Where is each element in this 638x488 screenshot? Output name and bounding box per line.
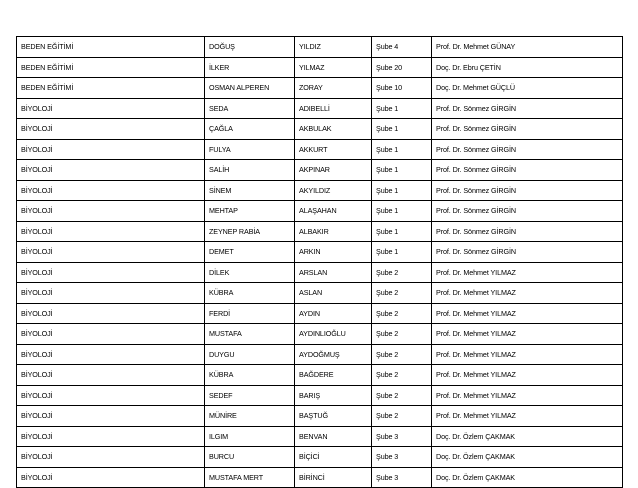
section-cell: Şube 1 xyxy=(372,139,432,160)
last-name-cell: BAŞTUĞ xyxy=(295,406,372,427)
section-cell: Şube 3 xyxy=(372,426,432,447)
table-row xyxy=(17,344,623,365)
section-cell: Şube 1 xyxy=(372,119,432,140)
section-cell: Şube 1 xyxy=(372,242,432,263)
section-cell: Şube 2 xyxy=(372,344,432,365)
section-cell: Şube 2 xyxy=(372,283,432,304)
advisor-cell: Doç. Dr. Özlem ÇAKMAK xyxy=(432,467,623,488)
last-name-cell: BİÇİCİ xyxy=(295,447,372,468)
first-name-cell: ILGIM xyxy=(205,426,295,447)
table-row xyxy=(17,78,623,99)
table-row xyxy=(17,221,623,242)
department-cell: BEDEN EĞİTİMİ xyxy=(17,78,205,99)
first-name-cell: ZEYNEP RABİA xyxy=(205,221,295,242)
student-table-body xyxy=(17,37,623,488)
section-cell: Şube 10 xyxy=(372,78,432,99)
table-row xyxy=(17,303,623,324)
advisor-cell: Prof. Dr. Sönmez GİRGİN xyxy=(432,139,623,160)
first-name-cell: MÜNİRE xyxy=(205,406,295,427)
advisor-cell: Prof. Dr. Sönmez GİRGİN xyxy=(432,242,623,263)
department-cell: BİYOLOJİ xyxy=(17,201,205,222)
advisor-cell: Prof. Dr. Mehmet GÜNAY xyxy=(432,37,623,58)
last-name-cell: BARIŞ xyxy=(295,385,372,406)
student-table xyxy=(16,36,623,488)
department-cell: BEDEN EĞİTİMİ xyxy=(17,57,205,78)
first-name-cell: DUYGU xyxy=(205,344,295,365)
section-cell: Şube 2 xyxy=(372,406,432,427)
first-name-cell: FERDİ xyxy=(205,303,295,324)
department-cell: BİYOLOJİ xyxy=(17,98,205,119)
section-cell: Şube 1 xyxy=(372,98,432,119)
department-cell: BİYOLOJİ xyxy=(17,180,205,201)
section-cell: Şube 3 xyxy=(372,447,432,468)
department-cell: BİYOLOJİ xyxy=(17,385,205,406)
advisor-cell: Prof. Dr. Sönmez GİRGİN xyxy=(432,180,623,201)
department-cell: BİYOLOJİ xyxy=(17,406,205,427)
first-name-cell: KÜBRA xyxy=(205,365,295,386)
last-name-cell: ARKIN xyxy=(295,242,372,263)
advisor-cell: Doç. Dr. Özlem ÇAKMAK xyxy=(432,447,623,468)
advisor-cell: Prof. Dr. Mehmet YILMAZ xyxy=(432,283,623,304)
first-name-cell: MEHTAP xyxy=(205,201,295,222)
section-cell: Şube 1 xyxy=(372,180,432,201)
table-row xyxy=(17,365,623,386)
first-name-cell: SEDEF xyxy=(205,385,295,406)
advisor-cell: Prof. Dr. Sönmez GİRGİN xyxy=(432,160,623,181)
advisor-cell: Prof. Dr. Mehmet YILMAZ xyxy=(432,406,623,427)
table-row xyxy=(17,262,623,283)
table-row xyxy=(17,447,623,468)
first-name-cell: İLKER xyxy=(205,57,295,78)
student-list-sheet xyxy=(16,36,622,488)
table-row xyxy=(17,119,623,140)
table-row xyxy=(17,57,623,78)
department-cell: BİYOLOJİ xyxy=(17,242,205,263)
section-cell: Şube 1 xyxy=(372,221,432,242)
table-row xyxy=(17,283,623,304)
first-name-cell: SEDA xyxy=(205,98,295,119)
department-cell: BİYOLOJİ xyxy=(17,344,205,365)
section-cell: Şube 2 xyxy=(372,303,432,324)
table-row xyxy=(17,426,623,447)
department-cell: BİYOLOJİ xyxy=(17,119,205,140)
first-name-cell: SALİH xyxy=(205,160,295,181)
table-row xyxy=(17,406,623,427)
section-cell: Şube 4 xyxy=(372,37,432,58)
section-cell: Şube 2 xyxy=(372,262,432,283)
department-cell: BEDEN EĞİTİMİ xyxy=(17,37,205,58)
first-name-cell: BURCU xyxy=(205,447,295,468)
last-name-cell: ARSLAN xyxy=(295,262,372,283)
table-row xyxy=(17,467,623,488)
table-row xyxy=(17,242,623,263)
table-row xyxy=(17,160,623,181)
advisor-cell: Prof. Dr. Mehmet YILMAZ xyxy=(432,324,623,345)
last-name-cell: ASLAN xyxy=(295,283,372,304)
advisor-cell: Doç. Dr. Mehmet GÜÇLÜ xyxy=(432,78,623,99)
department-cell: BİYOLOJİ xyxy=(17,139,205,160)
last-name-cell: BAĞDERE xyxy=(295,365,372,386)
last-name-cell: ZORAY xyxy=(295,78,372,99)
advisor-cell: Prof. Dr. Sönmez GİRGİN xyxy=(432,221,623,242)
last-name-cell: YILMAZ xyxy=(295,57,372,78)
last-name-cell: YILDIZ xyxy=(295,37,372,58)
department-cell: BİYOLOJİ xyxy=(17,467,205,488)
advisor-cell: Prof. Dr. Sönmez GİRGİN xyxy=(432,201,623,222)
department-cell: BİYOLOJİ xyxy=(17,365,205,386)
advisor-cell: Prof. Dr. Sönmez GİRGİN xyxy=(432,119,623,140)
department-cell: BİYOLOJİ xyxy=(17,221,205,242)
department-cell: BİYOLOJİ xyxy=(17,160,205,181)
department-cell: BİYOLOJİ xyxy=(17,447,205,468)
section-cell: Şube 3 xyxy=(372,467,432,488)
first-name-cell: ÇAĞLA xyxy=(205,119,295,140)
department-cell: BİYOLOJİ xyxy=(17,283,205,304)
table-row xyxy=(17,98,623,119)
first-name-cell: KÜBRA xyxy=(205,283,295,304)
first-name-cell: DİLEK xyxy=(205,262,295,283)
first-name-cell: FULYA xyxy=(205,139,295,160)
first-name-cell: OSMAN ALPEREN xyxy=(205,78,295,99)
last-name-cell: AYDOĞMUŞ xyxy=(295,344,372,365)
last-name-cell: AYDIN xyxy=(295,303,372,324)
section-cell: Şube 2 xyxy=(372,324,432,345)
section-cell: Şube 1 xyxy=(372,160,432,181)
last-name-cell: AKKURT xyxy=(295,139,372,160)
advisor-cell: Prof. Dr. Mehmet YILMAZ xyxy=(432,365,623,386)
first-name-cell: MUSTAFA MERT xyxy=(205,467,295,488)
last-name-cell: ADIBELLİ xyxy=(295,98,372,119)
department-cell: BİYOLOJİ xyxy=(17,303,205,324)
section-cell: Şube 2 xyxy=(372,365,432,386)
advisor-cell: Prof. Dr. Mehmet YILMAZ xyxy=(432,385,623,406)
section-cell: Şube 2 xyxy=(372,385,432,406)
table-row xyxy=(17,37,623,58)
advisor-cell: Doç. Dr. Ebru ÇETİN xyxy=(432,57,623,78)
first-name-cell: SİNEM xyxy=(205,180,295,201)
section-cell: Şube 20 xyxy=(372,57,432,78)
first-name-cell: DEMET xyxy=(205,242,295,263)
first-name-cell: MUSTAFA xyxy=(205,324,295,345)
first-name-cell: DOĞUŞ xyxy=(205,37,295,58)
last-name-cell: AYDINLIOĞLU xyxy=(295,324,372,345)
table-row xyxy=(17,180,623,201)
section-cell: Şube 1 xyxy=(372,201,432,222)
last-name-cell: ALBAKIR xyxy=(295,221,372,242)
last-name-cell: AKYILDIZ xyxy=(295,180,372,201)
department-cell: BİYOLOJİ xyxy=(17,262,205,283)
table-row xyxy=(17,324,623,345)
table-row xyxy=(17,201,623,222)
advisor-cell: Prof. Dr. Mehmet YILMAZ xyxy=(432,262,623,283)
last-name-cell: AKBULAK xyxy=(295,119,372,140)
last-name-cell: ALAŞAHAN xyxy=(295,201,372,222)
advisor-cell: Prof. Dr. Mehmet YILMAZ xyxy=(432,344,623,365)
last-name-cell: BİRİNCİ xyxy=(295,467,372,488)
last-name-cell: AKPINAR xyxy=(295,160,372,181)
table-row xyxy=(17,139,623,160)
department-cell: BİYOLOJİ xyxy=(17,426,205,447)
advisor-cell: Doç. Dr. Özlem ÇAKMAK xyxy=(432,426,623,447)
last-name-cell: BENVAN xyxy=(295,426,372,447)
advisor-cell: Prof. Dr. Sönmez GİRGİN xyxy=(432,98,623,119)
department-cell: BİYOLOJİ xyxy=(17,324,205,345)
advisor-cell: Prof. Dr. Mehmet YILMAZ xyxy=(432,303,623,324)
table-row xyxy=(17,385,623,406)
